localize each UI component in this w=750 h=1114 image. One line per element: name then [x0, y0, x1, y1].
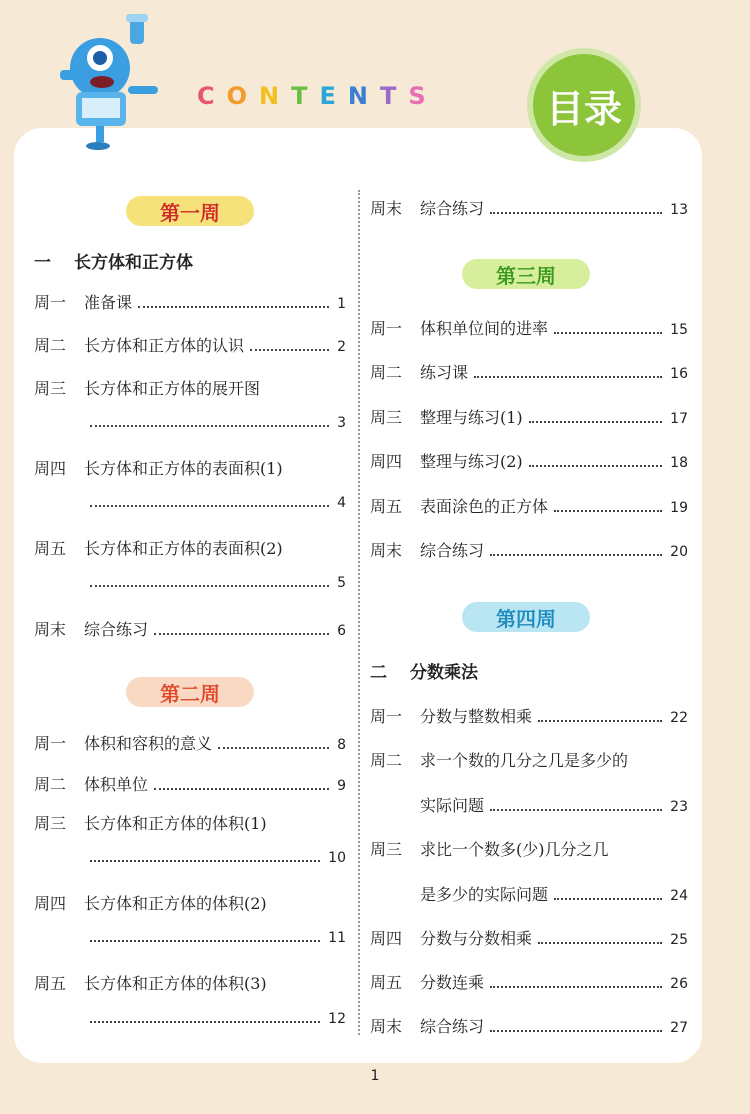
- toc-entry-title: 综合练习: [420, 541, 485, 560]
- leader-dots: [490, 554, 662, 556]
- toc-entry-title: 整理与练习(1): [420, 408, 523, 427]
- toc-entry-day: 周五: [370, 497, 403, 516]
- toc-entry-day: 周三: [34, 379, 67, 398]
- toc-entry[interactable]: [370, 196, 688, 219]
- toc-entry-day: 周二: [34, 775, 67, 794]
- toc-entry-title: 长方体和正方体的表面积(1): [84, 459, 283, 478]
- toc-entry-title: 长方体和正方体的表面积(2): [84, 539, 283, 558]
- toc-entry-day: 周末: [34, 620, 67, 639]
- leader-dots: [90, 1021, 320, 1023]
- toc-entry-page: 22: [670, 710, 688, 726]
- toc-entry-page: 17: [670, 411, 688, 427]
- toc-entry-title-continued: 实际问题: [420, 796, 485, 815]
- toc-card: [14, 128, 702, 1063]
- toc-entry-title: 体积单位: [84, 775, 149, 794]
- toc-entry[interactable]: [370, 538, 688, 561]
- leader-dots: [154, 788, 329, 790]
- toc-entry-day: 周五: [34, 539, 67, 558]
- toc-entry-page: 4: [337, 495, 346, 511]
- week-3-label: 第三周: [462, 259, 590, 289]
- toc-entry-day: 周四: [370, 452, 403, 471]
- leader-dots: [554, 332, 662, 334]
- toc-entry-page: 19: [670, 500, 688, 516]
- toc-entry[interactable]: [370, 926, 688, 949]
- toc-entry-day: 周二: [370, 751, 403, 770]
- toc-entry-continued[interactable]: [84, 930, 346, 946]
- toc-entry-page: 15: [670, 322, 688, 338]
- page-number: 1: [370, 1068, 380, 1084]
- toc-entry-day: 周一: [370, 707, 403, 726]
- robot-mascot-icon: [52, 10, 172, 150]
- toc-entry-day: 周一: [370, 319, 403, 338]
- toc-entry-page: 25: [670, 932, 688, 948]
- toc-entry-title: 长方体和正方体的体积(1): [84, 814, 267, 833]
- toc-entry-day: 周一: [34, 734, 67, 753]
- leader-dots: [529, 465, 663, 467]
- toc-entry-title: 求比一个数多(少)几分之几: [420, 840, 609, 859]
- toc-entry[interactable]: [370, 316, 688, 339]
- toc-entry-title: 表面涂色的正方体: [420, 497, 549, 516]
- toc-entry-continued[interactable]: [84, 1011, 346, 1027]
- toc-entry-continued[interactable]: [420, 882, 688, 905]
- toc-entry[interactable]: [34, 376, 346, 399]
- leader-dots: [90, 505, 329, 507]
- toc-entry[interactable]: [34, 731, 346, 754]
- leader-dots: [250, 349, 329, 351]
- toc-entry-day: 周末: [370, 199, 403, 218]
- leader-dots: [90, 585, 329, 587]
- toc-entry[interactable]: [370, 837, 688, 860]
- toc-entry[interactable]: [370, 704, 688, 727]
- toc-entry-page: 8: [337, 737, 346, 753]
- toc-entry[interactable]: [34, 536, 346, 559]
- toc-entry-day: 周三: [370, 840, 403, 859]
- toc-entry-page: 11: [328, 930, 346, 946]
- toc-entry-day: 周五: [370, 973, 403, 992]
- column-divider: [358, 190, 360, 1035]
- toc-entry[interactable]: [34, 772, 346, 795]
- toc-entry-page: 20: [670, 544, 688, 560]
- toc-entry-page: 3: [337, 415, 346, 431]
- contents-letter: N: [259, 82, 292, 110]
- toc-entry-page: 2: [337, 339, 346, 355]
- toc-entry[interactable]: [370, 405, 688, 428]
- toc-entry-page: 24: [670, 888, 688, 904]
- leader-dots: [138, 306, 329, 308]
- toc-entry-day: 周末: [370, 541, 403, 560]
- toc-entry-day: 周四: [370, 929, 403, 948]
- leader-dots: [490, 809, 662, 811]
- toc-entry[interactable]: [370, 970, 688, 993]
- toc-entry-title: 分数与整数相乘: [420, 707, 533, 726]
- toc-entry-page: 23: [670, 799, 688, 815]
- leader-dots: [554, 510, 662, 512]
- contents-title: [197, 82, 438, 110]
- toc-entry[interactable]: [34, 971, 346, 994]
- toc-entry-title: 分数与分数相乘: [420, 929, 533, 948]
- leader-dots: [554, 898, 662, 900]
- toc-entry-day: 周三: [34, 814, 67, 833]
- toc-entry-title: 长方体和正方体的认识: [84, 336, 245, 355]
- toc-entry-title: 综合练习: [84, 620, 149, 639]
- toc-entry[interactable]: [370, 1014, 688, 1037]
- contents-letter: N: [347, 82, 380, 110]
- toc-entry-day: 周二: [34, 336, 67, 355]
- toc-entry-page: 5: [337, 575, 346, 591]
- toc-entry-title: 分数连乘: [420, 973, 485, 992]
- chapter-2-heading: 二 分数乘法: [370, 663, 478, 683]
- contents-letter: S: [408, 82, 438, 110]
- toc-entry-page: 27: [670, 1020, 688, 1036]
- toc-entry-title: 体积和容积的意义: [84, 734, 213, 753]
- leader-dots: [474, 376, 662, 378]
- toc-entry-title: 综合练习: [420, 1017, 485, 1036]
- toc-entry-continued[interactable]: [84, 415, 346, 431]
- toc-entry-page: 16: [670, 366, 688, 382]
- toc-entry-page: 12: [328, 1011, 346, 1027]
- toc-entry[interactable]: [370, 494, 688, 517]
- contents-letter: O: [226, 82, 260, 110]
- toc-entry-title: 长方体和正方体的体积(2): [84, 894, 267, 913]
- leader-dots: [490, 986, 662, 988]
- toc-entry[interactable]: [370, 360, 688, 383]
- toc-entry-page: 1: [337, 296, 346, 312]
- toc-entry-page: 26: [670, 976, 688, 992]
- leader-dots: [90, 860, 320, 862]
- toc-entry[interactable]: [34, 290, 346, 313]
- toc-entry-day: 周三: [370, 408, 403, 427]
- toc-entry-title: 综合练习: [420, 199, 485, 218]
- toc-entry[interactable]: [34, 333, 346, 356]
- toc-entry-day: 周五: [34, 974, 67, 993]
- contents-letter: E: [319, 82, 348, 110]
- toc-entry-page: 18: [670, 455, 688, 471]
- toc-entry-continued[interactable]: [84, 575, 346, 591]
- toc-entry[interactable]: [34, 891, 346, 914]
- toc-entry-title: 求一个数的几分之几是多少的: [420, 751, 629, 770]
- toc-entry[interactable]: [370, 748, 688, 771]
- toc-entry-title: 长方体和正方体的体积(3): [84, 974, 267, 993]
- toc-entry[interactable]: [34, 456, 346, 479]
- toc-entry-continued[interactable]: [84, 495, 346, 511]
- toc-entry-day: 周一: [34, 293, 67, 312]
- leader-dots: [529, 421, 663, 423]
- toc-entry-day: 周四: [34, 459, 67, 478]
- toc-entry-title: 长方体和正方体的展开图: [84, 379, 261, 398]
- week-4-label: 第四周: [462, 602, 590, 632]
- toc-entry-page: 13: [670, 202, 688, 218]
- toc-entry-day: 周末: [370, 1017, 403, 1036]
- leader-dots: [490, 212, 662, 214]
- leader-dots: [90, 940, 320, 942]
- toc-entry-page: 10: [328, 850, 346, 866]
- toc-entry-title: 练习课: [420, 363, 469, 382]
- toc-entry-page: 9: [337, 778, 346, 794]
- leader-dots: [218, 747, 329, 749]
- contents-letter: C: [197, 82, 227, 110]
- leader-dots: [490, 1030, 662, 1032]
- contents-letter: T: [291, 82, 320, 110]
- toc-entry[interactable]: [370, 449, 688, 472]
- contents-letter: T: [380, 82, 409, 110]
- leader-dots: [90, 425, 329, 427]
- chapter-1-heading: 一 长方体和正方体: [34, 253, 193, 273]
- toc-entry-page: 6: [337, 623, 346, 639]
- toc-entry-title: 体积单位间的进率: [420, 319, 549, 338]
- leader-dots: [538, 720, 662, 722]
- toc-entry[interactable]: [34, 811, 346, 834]
- leader-dots: [154, 633, 329, 635]
- toc-entry-title-continued: 是多少的实际问题: [420, 885, 549, 904]
- toc-entry-continued[interactable]: [84, 850, 346, 866]
- toc-entry-title: 准备课: [84, 293, 133, 312]
- toc-entry-continued[interactable]: [420, 793, 688, 816]
- toc-badge: 目录: [527, 48, 641, 162]
- toc-entry-day: 周四: [34, 894, 67, 913]
- week-1-label: 第一周: [126, 196, 254, 226]
- toc-entry[interactable]: [34, 617, 346, 640]
- toc-entry-day: 周二: [370, 363, 403, 382]
- leader-dots: [538, 942, 662, 944]
- toc-entry-title: 整理与练习(2): [420, 452, 523, 471]
- week-2-label: 第二周: [126, 677, 254, 707]
